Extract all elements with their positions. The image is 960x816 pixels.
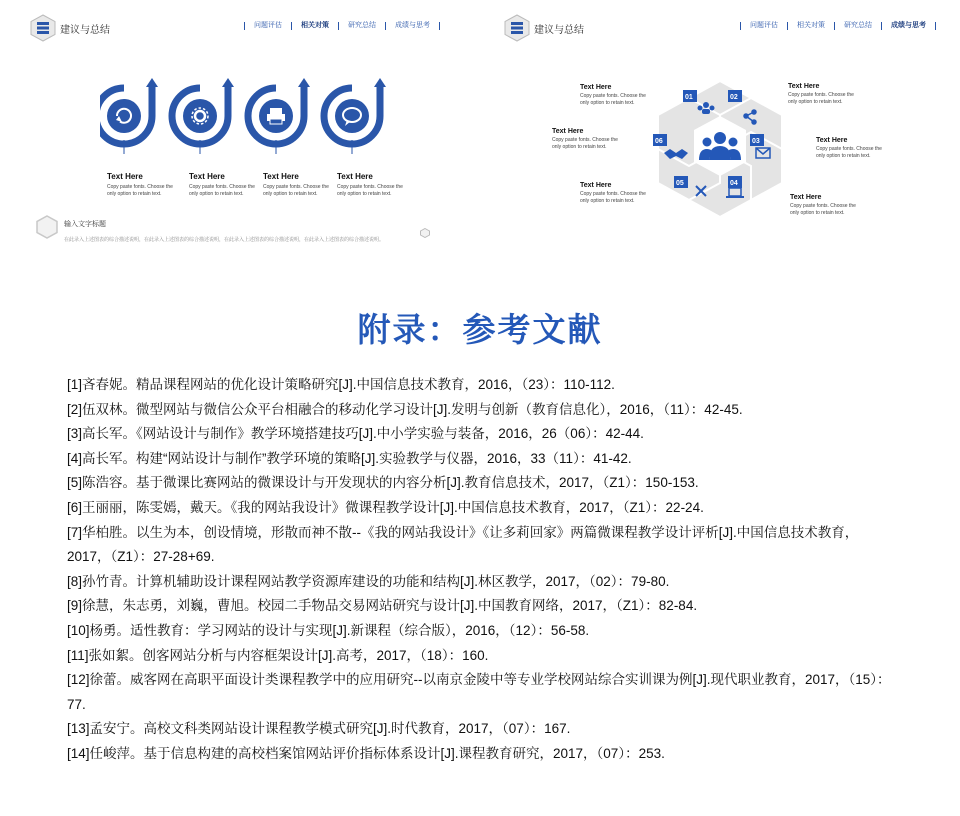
reference-item: [12]徐蕾。威客网在高职平面设计类课程教学中的应用研究--以南京金陵中等专业学校网站综合实训课为例[J].现代职业教育，2017，（15）：77. [67, 672, 891, 712]
step-text-1 [107, 172, 179, 198]
hex-label-title: Text Here [552, 128, 584, 135]
hex-number-03: 03 [752, 138, 760, 145]
step-title: Text Here [107, 172, 143, 181]
hex-label-desc: Copy paste fonts. Choose the only option to retain text. [816, 146, 882, 159]
hexagon-dot-icon [420, 228, 430, 238]
slide-left-thumbnail [0, 0, 470, 268]
step-connector-lines [100, 138, 400, 158]
hex-label-desc: Copy paste fonts. Choose the only option to retain text. [552, 137, 618, 150]
hex-label-desc: Copy paste fonts. Choose the only option to retain text. [580, 93, 646, 106]
hex-label-title: Text Here [788, 83, 820, 90]
header-title: 建议与总结 [534, 25, 584, 36]
slide-header [30, 14, 440, 42]
logo-icon [30, 14, 56, 42]
hex-label-title: Text Here [580, 182, 612, 189]
step-text-3 [263, 172, 335, 198]
appendix-title: 附录：参考文献 [357, 311, 603, 348]
step-title: Text Here [337, 172, 373, 181]
nav-item-reflection[interactable]: 成绩与思考 [882, 22, 936, 30]
note-text: 在此录入上述图表的综合描述说明，在此录入上述图表的综合描述说明，在此录入上述图表的综合描述说明，在此录入上述图表的综合描述说明。 [64, 237, 385, 243]
hex-number-02: 02 [730, 94, 738, 101]
slide-right-thumbnail [490, 0, 960, 268]
step-3-graphic [248, 78, 310, 144]
reference-item: [1]吝春妮。精品课程网站的优化设计策略研究[J].中国信息技术教育，2016，（23）：110-112. [67, 377, 615, 392]
hex-number-05: 05 [676, 180, 684, 187]
hex-label-desc: Copy paste fonts. Choose the only option to retain text. [788, 92, 854, 105]
hex-label-03 [816, 137, 890, 160]
hex-label-title: Text Here [790, 194, 822, 201]
reference-item: [13]孟安宁。高校文科类网站设计课程教学模式研究[J].时代教育，2017，（07）：167. [67, 721, 571, 737]
hex-label-01 [580, 84, 654, 107]
slide-header [504, 14, 936, 42]
nav-item-problem[interactable]: 问题评估 [244, 22, 292, 30]
reference-item: [5]陈浩容。基于微课比赛网站的微课设计与开发现状的内容分析[J].教育信息技术，2017，（Z1）：150-153. [67, 475, 699, 491]
note-title: 输入文字标题 [64, 221, 106, 228]
reference-item: [2]伍双林。微型网站与微信公众平台相融合的移动化学习设计[J].发明与创新（教育信息化），2016，（11）：42-45. [67, 401, 743, 417]
reference-item: [11]张如絮。创客网站分析与内容框架设计[J].高考，2017，（18）：160. [67, 647, 489, 663]
header-title: 建议与总结 [60, 25, 110, 36]
hexagon-cluster-diagram [650, 78, 790, 220]
reference-item: [14]任峻萍。基于信息构建的高校档案馆网站评价指标体系设计[J].课程教育研究，2017，（07）：253. [67, 745, 665, 761]
step-desc: Copy paste fonts. Choose the only option to retain text. [263, 184, 329, 197]
hex-label-04 [790, 194, 864, 217]
reference-item: [8]孙竹青。计算机辅助设计课程网站教学资源库建设的功能和结构[J].林区教学，2017，（02）：79-80. [67, 573, 670, 589]
hex-number-01: 01 [685, 94, 693, 101]
nav-item-reflection[interactable]: 成绩与思考 [386, 22, 440, 30]
nav-item-measures[interactable]: 相关对策 [292, 22, 339, 30]
reference-item: [10]杨勇。适性教育：学习网站的设计与实现[J].新课程（综合版），2016，（12）：56-58. [67, 622, 590, 638]
hex-label-title: Text Here [580, 84, 612, 91]
hex-label-title: Text Here [816, 137, 848, 144]
step-desc: Copy paste fonts. Choose the only option to retain text. [337, 184, 403, 197]
hex-label-02 [788, 83, 862, 106]
nav-item-problem[interactable]: 问题评估 [740, 22, 788, 30]
nav-item-summary[interactable]: 研究总结 [339, 22, 386, 30]
step-2-graphic [172, 78, 234, 144]
hex-number-04: 04 [730, 180, 738, 187]
nav-menu [244, 22, 440, 30]
reference-item: [7]华柏胜。以生为本，创设情境，形散而神不散--《我的网站我设计》《让多莉回家》两篇微课程教学设计评析[J].中国信息技术教育，2017，（Z1）：27-28+69. [67, 524, 859, 565]
logo-icon [504, 14, 530, 42]
nav-item-summary[interactable]: 研究总结 [835, 22, 882, 30]
reference-list [67, 373, 897, 767]
reference-item: [3]高长军。《网站设计与制作》教学环境搭建技巧[J].中小学实验与装备，2016，26（06）：42-44. [67, 426, 644, 442]
step-title: Text Here [263, 172, 299, 181]
hexagon-icon [36, 215, 58, 239]
nav-menu [740, 22, 936, 30]
hex-label-desc: Copy paste fonts. Choose the only option to retain text. [580, 191, 646, 204]
step-4-graphic [324, 78, 386, 144]
reference-item: [9]徐慧，朱志勇，刘巍，曹旭。校园二手物品交易网站研究与设计[J].中国教育网络，2017，（Z1）：82-84. [67, 598, 698, 614]
step-text-2 [189, 172, 261, 198]
nav-item-measures[interactable]: 相关对策 [788, 22, 835, 30]
hex-label-desc: Copy paste fonts. Choose the only option to retain text. [790, 203, 856, 216]
step-title: Text Here [189, 172, 225, 181]
step-1-graphic [100, 78, 158, 144]
hex-number-06: 06 [655, 138, 663, 145]
reference-item: [6]王丽丽，陈雯嫣，戴天。《我的网站我设计》微课程教学设计[J].中国信息技术教育，2017，（Z1）：22-24. [67, 499, 704, 515]
step-text-4 [337, 172, 409, 198]
step-desc: Copy paste fonts. Choose the only option to retain text. [107, 184, 173, 197]
step-desc: Copy paste fonts. Choose the only option to retain text. [189, 184, 255, 197]
hex-label-06 [552, 128, 626, 151]
reference-item: [4]高长军。构建“网站设计与制作”教学环境的策略[J].实验教学与仪器，2016，33（11）：41-42. [67, 450, 632, 466]
hex-label-05 [580, 182, 654, 205]
